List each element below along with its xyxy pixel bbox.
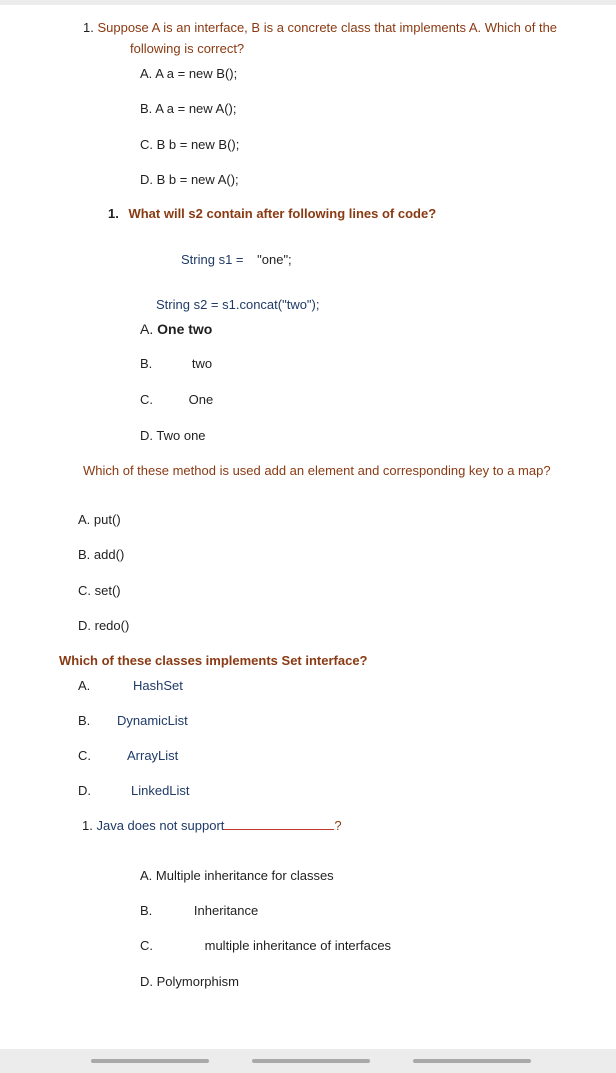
option-letter: B. bbox=[140, 903, 153, 918]
option-text: One two bbox=[157, 321, 213, 337]
option-a bbox=[78, 677, 90, 695]
option-text: Two one bbox=[156, 428, 206, 443]
question-number: 1. bbox=[83, 20, 94, 35]
option-text: add() bbox=[93, 547, 125, 562]
option-a bbox=[78, 511, 121, 529]
option-text: set() bbox=[94, 583, 121, 598]
option-letter: C. bbox=[140, 137, 153, 152]
question-5 bbox=[82, 817, 342, 835]
option-text: A a = new B(); bbox=[155, 66, 238, 81]
option-letter: A. bbox=[140, 66, 153, 81]
option-b bbox=[140, 355, 212, 373]
option-text: One bbox=[188, 392, 214, 407]
question-3: Which of these method is used add an element and corresponding key to a map? bbox=[83, 463, 551, 478]
option-d bbox=[78, 782, 91, 800]
option-letter: B. bbox=[78, 713, 91, 728]
option-text: multiple inheritance of interfaces bbox=[204, 938, 392, 953]
option-letter: D. bbox=[78, 783, 91, 798]
option-letter: D. bbox=[140, 428, 153, 443]
option-text: Polymorphism bbox=[156, 974, 239, 989]
option-a bbox=[140, 65, 237, 83]
code-line-1 bbox=[181, 251, 292, 269]
question-number: 1. bbox=[108, 206, 119, 221]
top-edge bbox=[0, 0, 616, 5]
option-letter: A. bbox=[140, 868, 153, 883]
question-1 bbox=[83, 19, 557, 37]
option-letter: C. bbox=[140, 938, 153, 953]
option-b-text: DynamicList bbox=[117, 713, 188, 728]
option-b bbox=[140, 902, 258, 920]
option-a-text: HashSet bbox=[133, 678, 183, 693]
option-d-text: LinkedList bbox=[131, 783, 190, 798]
question-4: Which of these classes implements Set interface? bbox=[59, 653, 368, 668]
option-text: two bbox=[191, 356, 213, 371]
option-letter: A. bbox=[140, 321, 154, 337]
option-a bbox=[140, 867, 334, 885]
option-letter: C. bbox=[140, 392, 153, 407]
option-c bbox=[78, 747, 91, 765]
option-c-text: ArrayList bbox=[127, 748, 179, 763]
nav-pill[interactable] bbox=[413, 1059, 531, 1063]
option-d bbox=[140, 171, 239, 189]
option-letter: B. bbox=[78, 547, 91, 562]
option-b bbox=[78, 712, 90, 730]
option-c bbox=[140, 937, 391, 955]
option-d bbox=[140, 427, 206, 445]
code-value: "one"; bbox=[257, 252, 292, 267]
option-c bbox=[78, 582, 121, 600]
option-letter: D. bbox=[140, 974, 153, 989]
option-letter: B. bbox=[140, 101, 153, 116]
option-letter: C. bbox=[78, 583, 91, 598]
option-text: Inheritance bbox=[193, 903, 259, 918]
option-b bbox=[78, 546, 124, 564]
question-text: What will s2 contain after following lines of code? bbox=[128, 206, 437, 221]
option-text: put() bbox=[93, 512, 121, 527]
option-text: A a = new A(); bbox=[155, 101, 237, 116]
option-letter: D. bbox=[78, 618, 91, 633]
option-c bbox=[140, 136, 239, 154]
question-text: Suppose A is an interface, B is a concrete class that implements A. Which of the bbox=[97, 20, 558, 35]
question-text: Java does not support bbox=[96, 818, 225, 833]
answer-blank bbox=[224, 817, 334, 830]
question-end: ? bbox=[334, 818, 342, 833]
option-c bbox=[140, 391, 213, 409]
nav-pill[interactable] bbox=[252, 1059, 370, 1063]
option-letter: B. bbox=[140, 356, 153, 371]
option-letter: C. bbox=[78, 748, 91, 763]
question-text-cont: following is correct? bbox=[130, 41, 245, 56]
option-letter: A. bbox=[78, 678, 91, 693]
option-text: B b = new A(); bbox=[156, 172, 239, 187]
option-d bbox=[140, 973, 239, 991]
question-2 bbox=[108, 205, 436, 223]
question-number: 1. bbox=[82, 818, 93, 833]
option-letter: A. bbox=[78, 512, 91, 527]
code-text: String s1 = bbox=[181, 252, 244, 267]
option-a bbox=[140, 320, 212, 338]
option-d bbox=[78, 617, 129, 635]
option-text: B b = new B(); bbox=[156, 137, 240, 152]
bottom-nav-bar bbox=[0, 1049, 616, 1073]
option-letter: D. bbox=[140, 172, 153, 187]
nav-pill[interactable] bbox=[91, 1059, 209, 1063]
code-line-2: String s2 = s1.concat("two"); bbox=[156, 297, 320, 312]
option-text: Multiple inheritance for classes bbox=[155, 868, 334, 883]
option-text: redo() bbox=[94, 618, 130, 633]
option-b bbox=[140, 100, 237, 118]
